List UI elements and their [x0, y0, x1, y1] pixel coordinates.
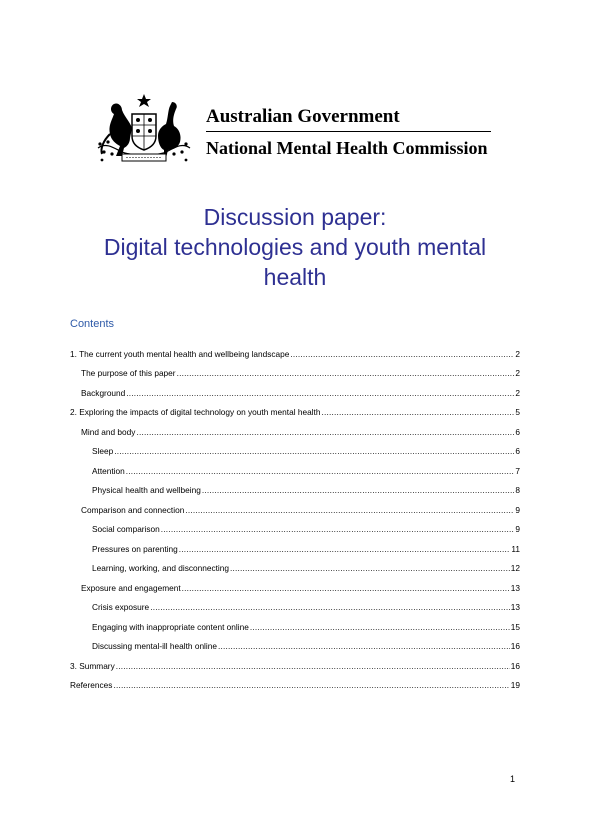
- title-line-2: Digital technologies and youth mental: [103, 234, 487, 260]
- toc-entry-page: 2: [515, 368, 520, 378]
- toc-entry[interactable]: [70, 573, 520, 593]
- toc-leader-dots: [116, 661, 510, 671]
- toc-entry-page: 9: [515, 504, 520, 515]
- government-name: Australian Government: [206, 106, 400, 127]
- toc-entry-page: 5: [515, 407, 520, 417]
- toc-entry-label: Learning, working, and disconnecting: [92, 563, 229, 573]
- toc-entry-label: Comparison and connection: [81, 504, 185, 515]
- toc-entry-label: Engaging with inappropriate content online: [92, 621, 249, 632]
- toc-leader-dots: [218, 641, 510, 651]
- toc-entry-page: 16: [510, 641, 520, 651]
- toc-entry-label: Physical health and wellbeing: [92, 485, 201, 495]
- toc-leader-dots: [136, 427, 514, 437]
- toc-leader-dots: [290, 349, 514, 359]
- contents-heading: Contents: [70, 318, 115, 330]
- toc-leader-dots: [179, 544, 511, 554]
- toc-leader-dots: [161, 524, 515, 534]
- toc-entry[interactable]: [70, 593, 520, 613]
- toc-entry-page: 19: [510, 680, 520, 690]
- toc-entry-page: 2: [515, 387, 520, 398]
- page-number: 1: [510, 774, 516, 784]
- toc-entry[interactable]: [70, 651, 520, 671]
- toc-entry[interactable]: [70, 339, 520, 359]
- toc-entry[interactable]: [70, 437, 520, 457]
- toc-entry-page: 11: [511, 543, 520, 554]
- toc-leader-dots: [114, 446, 514, 456]
- toc-leader-dots: [113, 680, 509, 690]
- toc-entry[interactable]: [70, 378, 520, 398]
- toc-entry-page: 7: [515, 465, 520, 476]
- toc-entry-page: 6: [515, 426, 520, 437]
- toc-entry-label: Attention: [92, 465, 125, 476]
- toc-entry-page: 12: [510, 563, 520, 573]
- toc-entry-page: 6: [515, 446, 520, 456]
- toc-leader-dots: [150, 602, 510, 612]
- title-line-1: Discussion paper:: [203, 204, 387, 230]
- toc-entry-label: The purpose of this paper: [81, 368, 176, 378]
- toc-entry[interactable]: [70, 476, 520, 496]
- toc-leader-dots: [126, 388, 514, 398]
- toc-entry-label: Social comparison: [92, 524, 160, 534]
- toc-entry[interactable]: [70, 554, 520, 574]
- coat-of-arms-icon: [92, 92, 196, 168]
- toc-entry-label: Exposure and engagement: [81, 582, 181, 593]
- toc-entry-label: Discussing mental-ill health online: [92, 641, 217, 651]
- toc-leader-dots: [177, 368, 515, 378]
- toc-entry-label: References: [70, 680, 113, 690]
- toc-entry-page: 9: [515, 524, 520, 534]
- toc-leader-dots: [126, 466, 515, 476]
- toc-entry-label: Crisis exposure: [92, 602, 150, 612]
- toc-entry[interactable]: [70, 612, 520, 632]
- toc-entry[interactable]: [70, 359, 520, 379]
- toc-entry[interactable]: [70, 398, 520, 418]
- government-wordmark: [206, 106, 506, 159]
- toc-entry-page: 15: [510, 621, 520, 632]
- toc-leader-dots: [321, 407, 514, 417]
- toc-leader-dots: [230, 563, 510, 573]
- toc-entry[interactable]: [70, 417, 520, 437]
- toc-entry-page: 13: [510, 582, 520, 593]
- header-divider: [206, 131, 491, 132]
- toc-entry-page: 16: [510, 660, 520, 671]
- toc-entry-label: 2. Exploring the impacts of digital technology on youth mental health: [70, 407, 321, 417]
- toc-entry-label: 3. Summary: [70, 660, 115, 671]
- toc-leader-dots: [185, 505, 514, 515]
- toc-entry[interactable]: [70, 456, 520, 476]
- toc-leader-dots: [250, 622, 510, 632]
- toc-entry-page: 13: [510, 602, 520, 612]
- toc-leader-dots: [202, 485, 515, 495]
- agency-name: National Mental Health Commission: [206, 138, 488, 158]
- toc-entry-label: Sleep: [92, 446, 114, 456]
- toc-entry-label: 1. The current youth mental health and wellbeing landscape: [70, 348, 290, 359]
- toc-entry[interactable]: [70, 632, 520, 652]
- title-line-3: health: [263, 264, 327, 290]
- toc-entry-label: Pressures on parenting: [92, 543, 178, 554]
- toc-entry[interactable]: [70, 671, 520, 691]
- toc-entry-page: 8: [515, 485, 520, 495]
- toc-entry[interactable]: [70, 495, 520, 515]
- toc-leader-dots: [182, 583, 510, 593]
- toc-entry-page: 2: [515, 348, 520, 359]
- toc-entry[interactable]: [70, 515, 520, 535]
- table-of-contents: [70, 339, 520, 690]
- toc-entry-label: Mind and body: [81, 426, 136, 437]
- toc-entry-label: Background: [81, 387, 126, 398]
- government-header: [92, 92, 502, 172]
- toc-entry[interactable]: [70, 534, 520, 554]
- document-title: [40, 202, 550, 292]
